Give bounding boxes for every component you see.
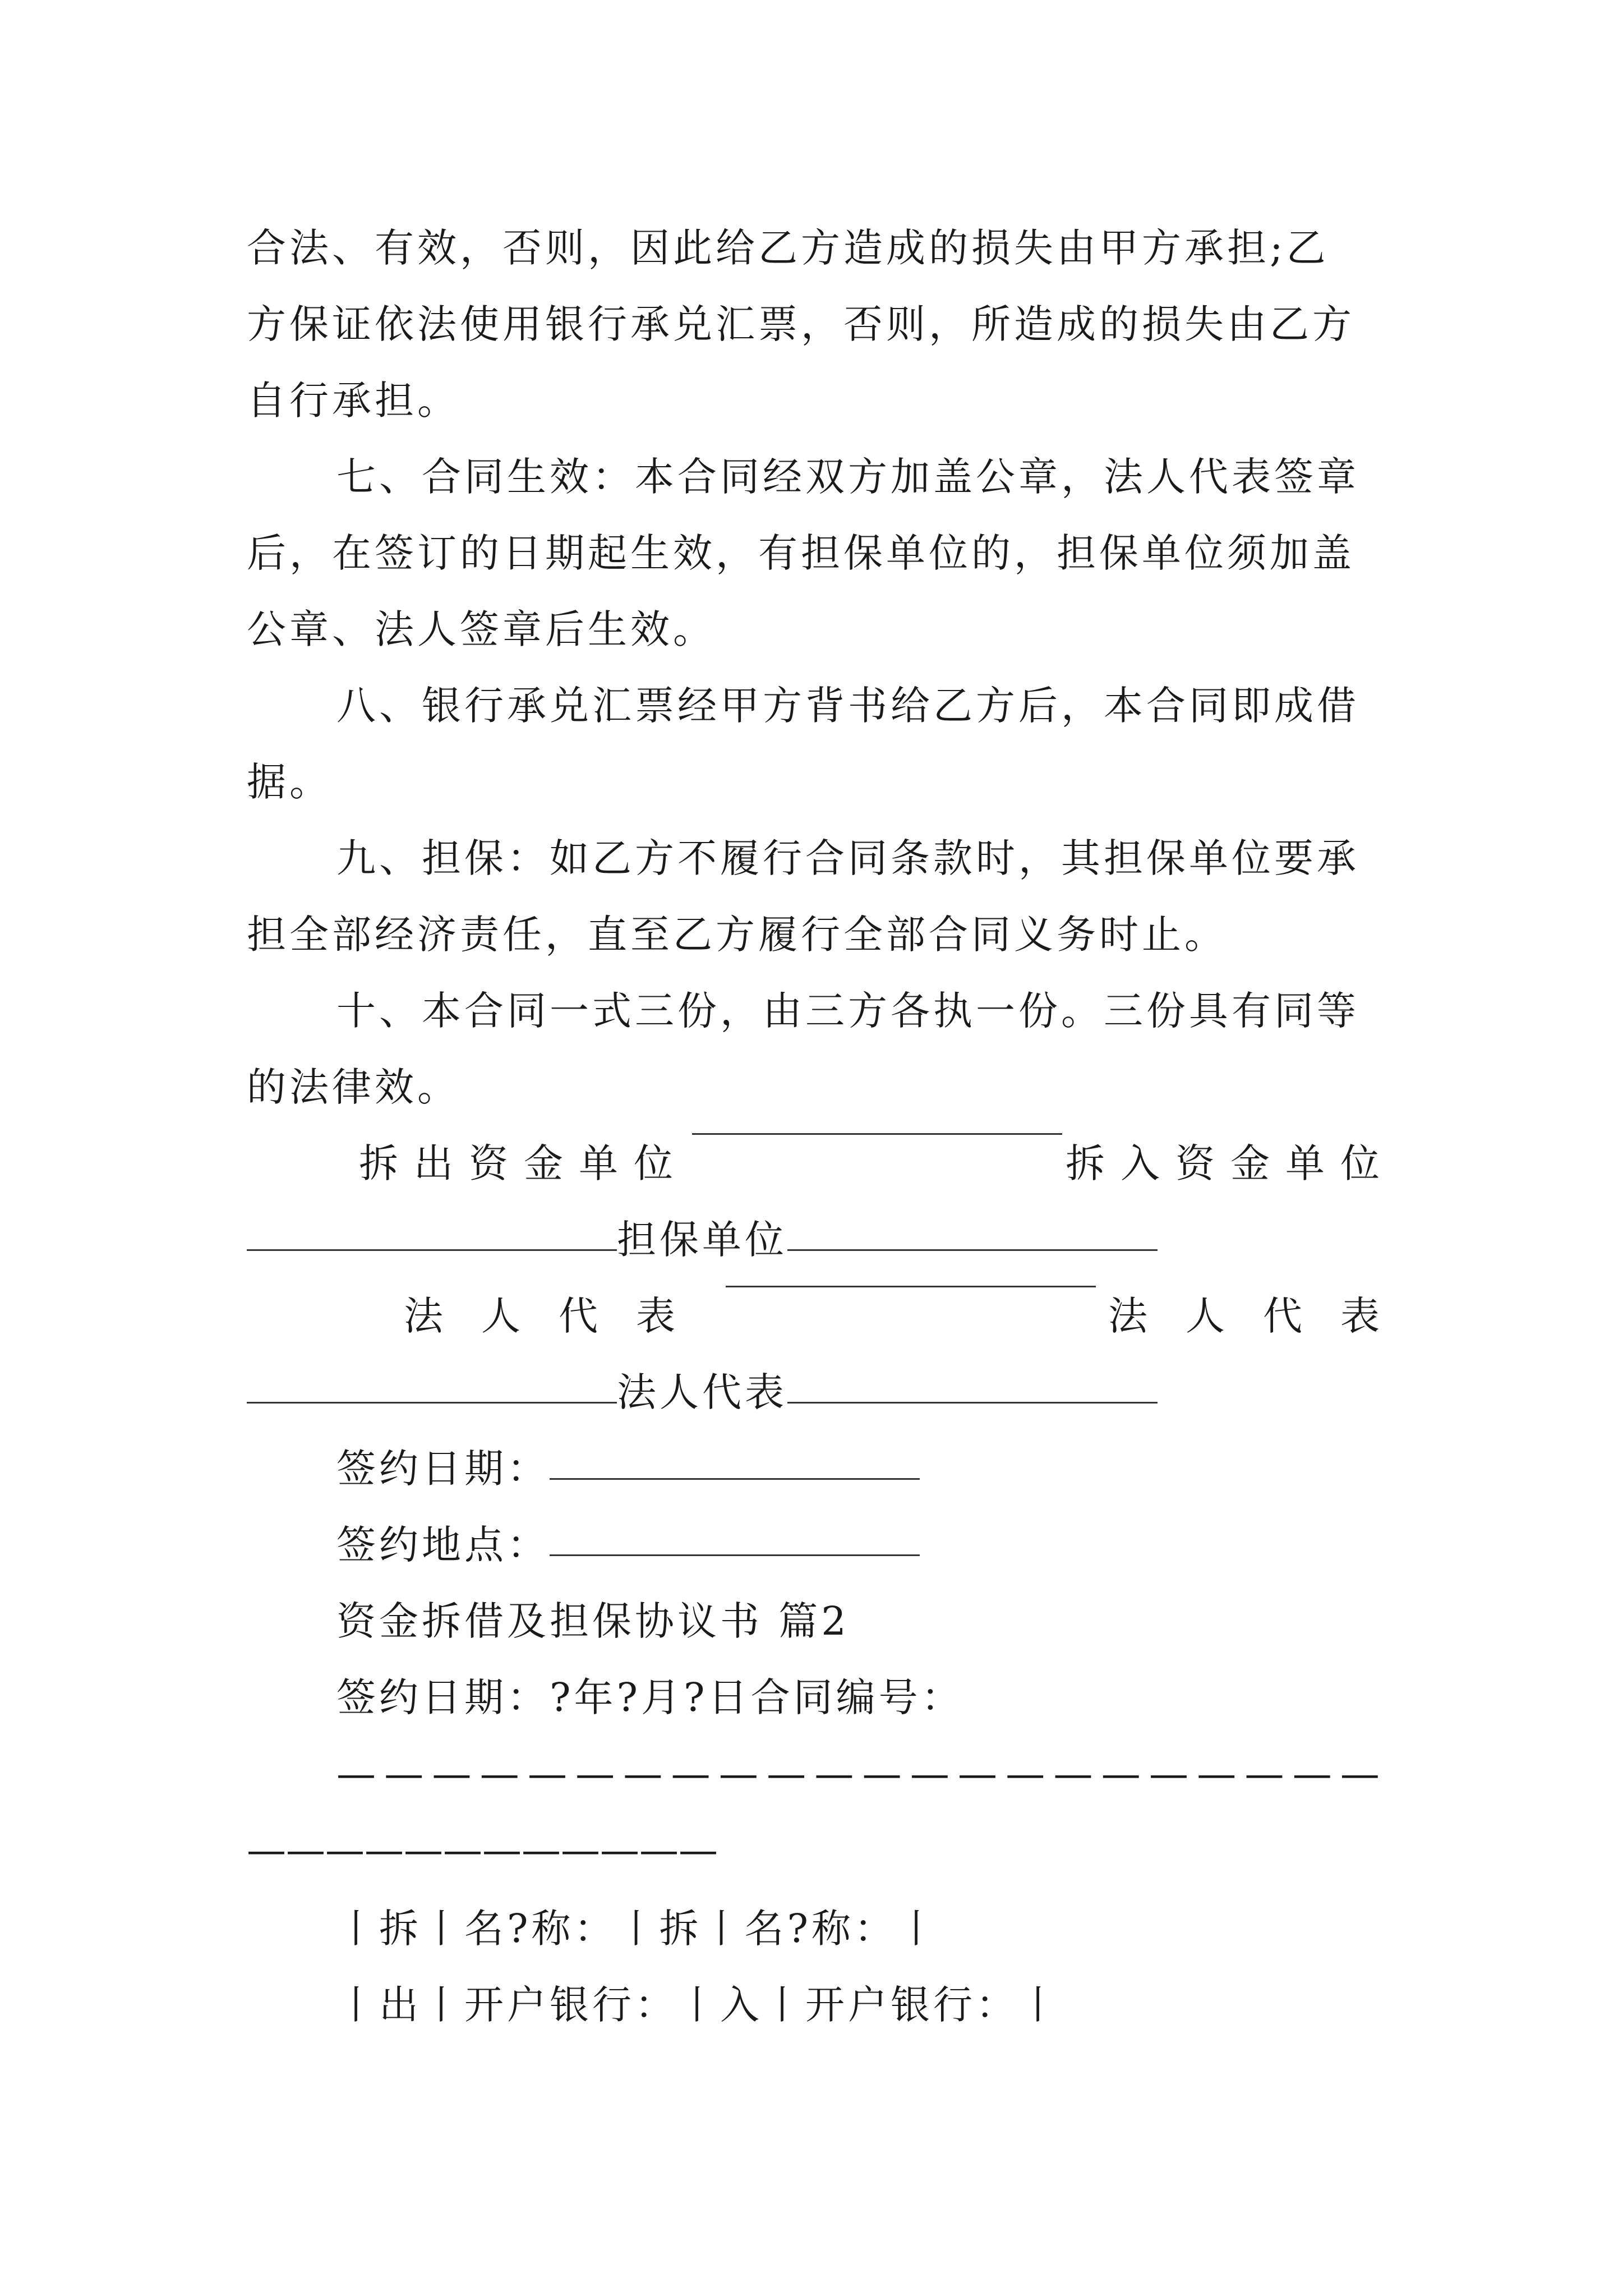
- signature-blank: [787, 1400, 1158, 1404]
- signature-blank: [550, 1476, 920, 1480]
- signature-rep-label-2: 法人代表: [1108, 1293, 1418, 1339]
- dash-separator-row-2: [247, 1812, 718, 1888]
- signature-rep-label-1: 法人代表: [404, 1293, 713, 1339]
- signature-blank: [247, 1247, 617, 1251]
- dash-glyph: —: [639, 1827, 679, 1873]
- dash-glyph: —: [432, 1751, 472, 1797]
- dash-glyph: —: [286, 1827, 325, 1873]
- dash-glyph: —: [527, 1751, 567, 1797]
- sign-place-row: [336, 1507, 1380, 1583]
- text-line: 担全部经济责任，直至乙方履行全部合同义务时止。: [247, 912, 1227, 958]
- signature-blank: [726, 1283, 1096, 1287]
- dash-glyph: —: [767, 1751, 806, 1797]
- text-line: 自行承担。: [247, 378, 460, 424]
- dash-glyph: —: [482, 1827, 522, 1873]
- dash-glyph: —: [910, 1751, 949, 1797]
- text-line: 合法、有效，否则，因此给乙方造成的损失由甲方承担;乙: [247, 225, 1329, 271]
- dash-glyph: —: [1006, 1751, 1045, 1797]
- section-heading: 资金拆借及担保协议书 篇2: [336, 1598, 850, 1644]
- dash-glyph: —: [1053, 1751, 1093, 1797]
- clause-7-heading-line: 七、合同生效：本合同经双方加盖公章，法人代表签章: [336, 454, 1359, 500]
- dash-glyph: —: [623, 1751, 663, 1797]
- signature-out-unit-label: 拆出资金单位: [359, 1140, 689, 1186]
- dash-glyph: —: [365, 1827, 404, 1873]
- signature-blank: [787, 1247, 1158, 1251]
- dash-glyph: —: [384, 1751, 424, 1797]
- sign-place-label: 签约地点：: [336, 1522, 550, 1568]
- dash-glyph: —: [1244, 1751, 1284, 1797]
- dash-glyph: —: [247, 1827, 286, 1873]
- signature-blank: [692, 1131, 1062, 1135]
- text-line: 据。: [247, 759, 332, 805]
- dash-glyph: —: [718, 1751, 758, 1797]
- clause-9-heading-line: 九、担保：如乙方不履行合同条款时，其担保单位要承: [336, 835, 1359, 881]
- text-line: 的法律效。: [247, 1064, 460, 1110]
- dash-glyph: —: [561, 1827, 600, 1873]
- dash-glyph: —: [1340, 1751, 1380, 1797]
- dash-glyph: —: [336, 1751, 376, 1797]
- dash-glyph: —: [325, 1827, 365, 1873]
- dash-glyph: —: [600, 1827, 639, 1873]
- text-line: 方保证依法使用银行承兑汇票，否则，所造成的损失由乙方: [247, 301, 1355, 347]
- sign-date-label: 签约日期：: [336, 1446, 550, 1492]
- dash-glyph: —: [479, 1751, 519, 1797]
- text-line: 后，在签订的日期起生效，有担保单位的，担保单位须加盖: [247, 530, 1355, 576]
- signature-guarantor-label: 担保单位: [617, 1217, 787, 1263]
- sign-date-row: [336, 1430, 1380, 1507]
- dash-glyph: —: [671, 1751, 711, 1797]
- signature-rep-label-3: 法人代表: [617, 1369, 787, 1415]
- clause-8-heading-line: 八、银行承兑汇票经甲方背书给乙方后，本合同即成借: [336, 683, 1359, 729]
- dash-glyph: —: [958, 1751, 998, 1797]
- signature-row-units: [359, 1125, 1395, 1202]
- clause-10-heading-line: 十、本合同一式三份，由三方各执一份。三份具有同等: [336, 988, 1359, 1034]
- dash-glyph: —: [1149, 1751, 1188, 1797]
- text-line: 公章、法人签章后生效。: [247, 606, 716, 652]
- dash-glyph: —: [575, 1751, 615, 1797]
- dash-glyph: —: [1197, 1751, 1237, 1797]
- signature-blank: [247, 1400, 617, 1404]
- signature-in-unit-label: 拆入资金单位: [1066, 1140, 1395, 1186]
- signature-blank: [550, 1552, 920, 1556]
- table-row-name: 丨拆丨名?称：丨拆丨名?称：丨: [336, 1906, 940, 1952]
- dash-glyph: —: [404, 1827, 443, 1873]
- dash-glyph: —: [1101, 1751, 1141, 1797]
- dash-glyph: —: [522, 1827, 561, 1873]
- dash-glyph: —: [862, 1751, 902, 1797]
- signature-row-guarantor: [247, 1202, 1380, 1278]
- sign-date-contract-no: 签约日期：?年?月?日合同编号：: [336, 1674, 964, 1720]
- signature-row-reps: [404, 1278, 1418, 1354]
- dash-separator-row-1: [336, 1736, 1380, 1812]
- dash-glyph: —: [443, 1827, 482, 1873]
- dash-glyph: —: [814, 1751, 854, 1797]
- table-row-bank: 丨出丨开户银行：丨入丨开户银行：丨: [336, 1982, 1061, 2028]
- dash-glyph: —: [679, 1827, 718, 1873]
- signature-row-rep3: [247, 1354, 1380, 1430]
- dash-glyph: —: [1292, 1751, 1332, 1797]
